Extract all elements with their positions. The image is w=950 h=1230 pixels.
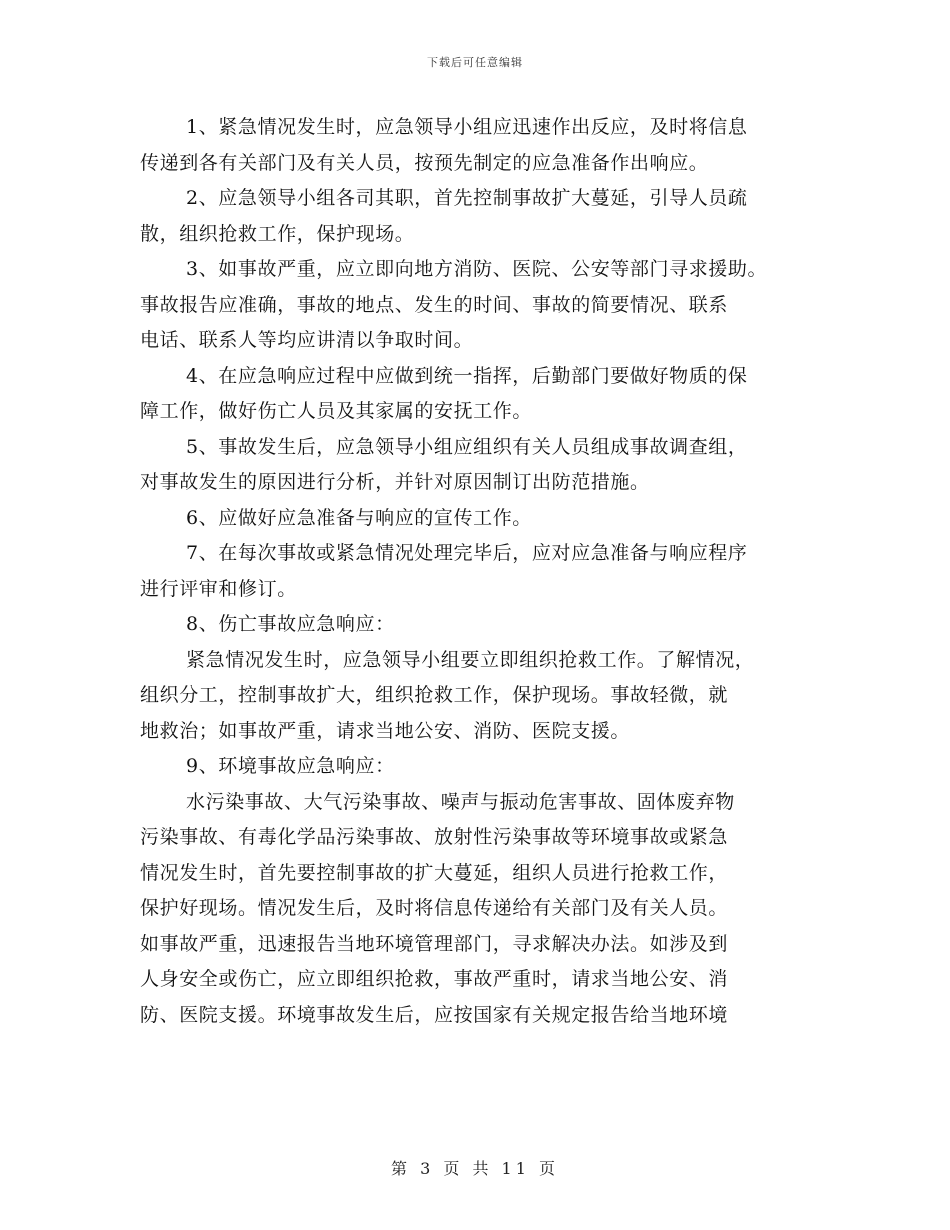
text-line: 人身安全或伤亡，应立即组织抢救，事故严重时，请求当地公安、消: [140, 968, 729, 990]
text-line: 7、在每次事故或紧急情况处理完毕后，应对应急准备与响应程序: [186, 542, 748, 564]
document-body: [140, 110, 830, 1033]
text-line: 紧急情况发生时，应急领导小组要立即组织抢救工作。了解情况，: [186, 648, 755, 671]
text-line: 传递到各有关部门及有关人员，按预先制定的应急准备作出响应。: [140, 151, 709, 174]
text-line: 3、如事故严重，应立即向地方消防、医院、公安等部门寻求援助。: [186, 258, 768, 280]
text-line: 电话、联系人等均应讲清以争取时间。: [140, 329, 474, 351]
text-line: 散，组织抢救工作，保护现场。: [140, 222, 415, 245]
text-line: 6、应做好应急准备与响应的宣传工作。: [186, 506, 532, 529]
text-line: 进行评审和修订。: [140, 577, 297, 600]
text-line: 障工作，做好伤亡人员及其家属的安抚工作。: [140, 400, 533, 422]
text-line: 地救治；如事故严重，请求当地公安、消防、医院支援。: [140, 719, 631, 742]
text-line: 水污染事故、大气污染事故、噪声与振动危害事故、固体废弃物: [186, 790, 735, 813]
page-header: 下载后可任意编辑: [427, 56, 523, 69]
text-line: 保护好现场。情况发生后，及时将信息传递给有关部门及有关人员。: [140, 897, 729, 919]
text-line: 对事故发生的原因进行分析，并针对原因制订出防范措施。: [140, 471, 650, 493]
page-number-footer: 第 3 页 共 11 页: [391, 1159, 559, 1178]
text-line: 污染事故、有毒化学品污染事故、放射性污染事故等环境事故或紧急: [140, 826, 729, 848]
text-line: 2、应急领导小组各司其职，首先控制事故扩大蔓延，引导人员疏: [186, 187, 748, 209]
text-line: 1、紧急情况发生时，应急领导小组应迅速作出反应，及时将信息: [186, 116, 748, 138]
text-line: 9、环境事故应急响应：: [186, 755, 395, 777]
text-line: 8、伤亡事故应急响应：: [186, 613, 395, 635]
text-line: 事故报告应准确，事故的地点、发生的时间、事故的简要情况、联系: [140, 293, 729, 316]
text-line: 如事故严重，迅速报告当地环境管理部门，寻求解决办法。如涉及到: [140, 932, 729, 955]
text-line: 防、医院支援。环境事故发生后，应按国家有关规定报告给当地环境: [140, 1003, 729, 1026]
text-line: 情况发生时，首先要控制事故的扩大蔓延，组织人员进行抢救工作，: [140, 861, 729, 884]
text-line: 组织分工，控制事故扩大，组织抢救工作，保护现场。事故轻微，就: [140, 684, 729, 706]
text-line: 4、在应急响应过程中应做到统一指挥，后勤部门要做好物质的保: [186, 364, 748, 387]
text-line: 5、事故发生后，应急领导小组应组织有关人员组成事故调查组，: [186, 435, 748, 458]
